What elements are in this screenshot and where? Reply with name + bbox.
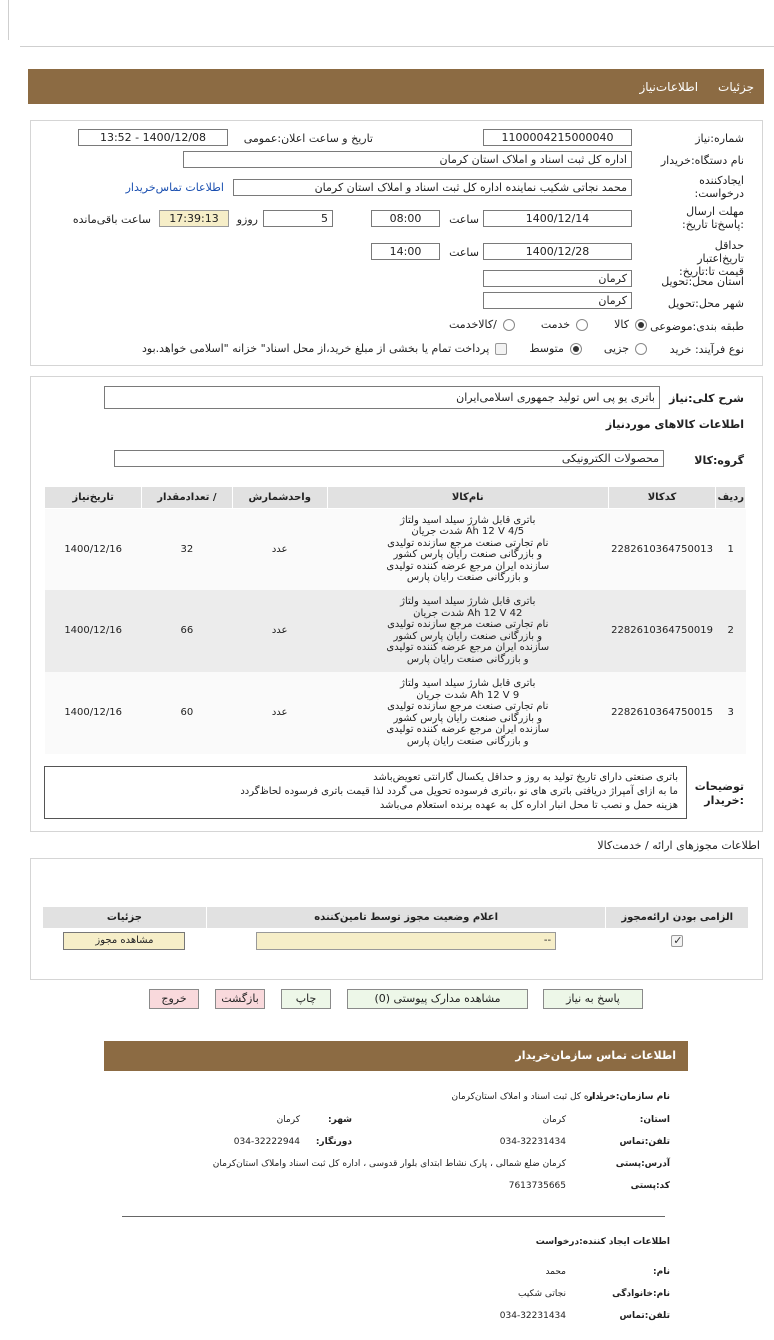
process-small-label: جزیی [603, 342, 629, 355]
creator-label: ایجادکننده درخواست: [694, 174, 744, 200]
desc-line: باتری قابل شارژ سیلد اسید ولتاژ [400, 514, 536, 526]
desc-line: و بازرگانی صنعت رایان پارس کشور [393, 712, 543, 724]
item-unit: عدد [232, 509, 327, 590]
desc-line: و بازرگانی صنعت رایان پارس کشور [393, 630, 543, 642]
buyer-field: اداره کل ثبت اسناد و املاک استان کرمان [183, 151, 632, 168]
buyer-label: نام دستگاه:خریدار [660, 154, 744, 167]
item-description [327, 672, 608, 754]
creator-phone-label: تلفن:تماس [619, 1311, 670, 1321]
row-number: 1 [716, 509, 746, 590]
phone-value: 034-32231434 [499, 1137, 566, 1147]
family-label: نام:خانوادگی [612, 1289, 670, 1299]
category-options [449, 318, 647, 331]
tab-details[interactable]: جزئیات [718, 79, 754, 94]
table-row [45, 509, 746, 590]
permits-table [42, 906, 749, 954]
address-label: آدرس:پستی [615, 1159, 670, 1169]
process-medium-radio[interactable] [570, 343, 582, 355]
col-name: نام‌کالا [327, 487, 608, 509]
name-value: محمد [545, 1267, 566, 1277]
goods-info-title: اطلاعات کالاهای موردنیاز [605, 418, 744, 431]
category-goods-service-label: /کالاخدمت [449, 318, 497, 331]
summary-label: شرح کلی:نیاز [669, 392, 744, 405]
fax-label: دورنگار: [315, 1137, 352, 1147]
notes-line: ما به ازای آمپراژ دریافتی باتری های نو ،باتری فرسوده تحویل می گردد لذا قیمت باتری فرسوده لحاظ‌گردد [240, 786, 678, 797]
reply-date-field: 1400/12/14 [483, 210, 632, 227]
process-options [142, 342, 647, 355]
table-row [45, 590, 746, 672]
buyer-notes-box [44, 766, 687, 819]
province-label: استان محل:تحویل [661, 275, 744, 288]
buyer-notes-label: توضیحات :خریدار [694, 780, 744, 807]
treasury-payment-checkbox[interactable] [495, 343, 507, 355]
item-description [327, 590, 608, 672]
validity-date-field: 1400/12/28 [483, 243, 632, 260]
item-code: 2282610364750019 [608, 590, 716, 672]
buyer-contact-link[interactable]: اطلاعات تماس‌خریدار [125, 181, 224, 194]
item-date: 1400/12/16 [45, 672, 142, 754]
creator-info-title: اطلاعات ایجاد کننده:درخواست [535, 1237, 670, 1247]
process-medium-label: متوسط [529, 342, 564, 355]
contact-title-bar: اطلاعات تماس سازمان‌خریدار [104, 1041, 688, 1071]
item-code: 2282610364750015 [608, 672, 716, 754]
category-goods-service-radio[interactable] [503, 319, 515, 331]
city-info-label: شهر: [328, 1115, 352, 1125]
contact-divider [122, 1216, 665, 1217]
attachments-button[interactable]: مشاهده مدارک پیوستی (0) [347, 989, 528, 1009]
announce-date-field: 1400/12/08 - 13:52 [78, 129, 228, 146]
name-label: نام: [653, 1267, 670, 1277]
creator-field: محمد نجاتی شکیب نماینده اداره کل ثبت اسناد و املاک استان کرمان [233, 179, 632, 196]
validity-time-field: 14:00 [371, 243, 440, 260]
desc-line: باتری قابل شارژ سیلد اسید ولتاژ [400, 678, 536, 689]
fax-value: 034-32222944 [233, 1137, 300, 1147]
row-number: 3 [716, 672, 746, 754]
remaining-timer: 17:39:13 [159, 210, 229, 227]
desc-line: 42 Ah 12 V شدت جریان [413, 607, 523, 619]
header-tabs-bar [28, 69, 764, 104]
city-label: شهر محل:تحویل [667, 297, 744, 310]
need-number-label: شماره:نیاز [695, 132, 744, 145]
item-unit: عدد [232, 590, 327, 672]
validity-label: حداقل تاریخ‌اعتبار قیمت تا:تاریخ: [679, 239, 744, 278]
item-date: 1400/12/16 [45, 509, 142, 590]
item-qty: 66 [142, 590, 232, 672]
col-code: کدکالا [608, 487, 716, 509]
reply-time-field: 08:00 [371, 210, 440, 227]
reply-time-word: ساعت [449, 213, 479, 226]
col-details: جزئیات [43, 907, 207, 929]
reply-button[interactable]: پاسخ به نیاز [543, 989, 643, 1009]
summary-field: باتری یو پی اس تولید جمهوری اسلامی‌ایران [104, 386, 660, 409]
desc-line: و بازرگانی صنعت رایان پارس [406, 572, 529, 584]
goods-table [44, 486, 746, 754]
province-info-label: استان: [639, 1115, 670, 1125]
row-number: 2 [716, 590, 746, 672]
print-button[interactable]: چاپ [281, 989, 331, 1009]
need-number-field: 1100004215000040 [483, 129, 632, 146]
validity-time-word: ساعت [449, 246, 479, 259]
item-date: 1400/12/16 [45, 590, 142, 672]
col-required: الزامی بودن ارائه‌مجوز [606, 907, 749, 929]
category-goods-radio[interactable] [635, 319, 647, 331]
desc-line: سازنده ایران مرجع عرضه کننده تولیدی [386, 642, 550, 653]
category-goods-label: کالا [614, 318, 629, 331]
view-permit-button[interactable]: مشاهده مجوز [63, 932, 185, 950]
days-word: روزو [236, 213, 258, 226]
desc-line: و بازرگانی صنعت رایان پارس کشور [393, 549, 543, 561]
notes-line: هزینه حمل و نصب تا محل انبار اداره کل به عهده برنده استعلام می‌باشد [379, 800, 678, 811]
desc-line: باتری قابل شارژ سیلد اسید ولتاژ [400, 596, 536, 607]
desc-line: سازنده ایران مرجع عرضه کننده تولیدی [386, 724, 550, 735]
province-info-value: کرمان [542, 1115, 566, 1125]
item-code: 2282610364750013 [608, 509, 716, 590]
reply-deadline-label: مهلت ارسال :پاسخ‌تا تاریخ: [682, 205, 744, 231]
family-value: نجاتی شکیب [518, 1289, 566, 1299]
category-service-label: خدمت [540, 318, 571, 331]
postal-value: 7613735665 [508, 1181, 566, 1191]
creator-phone-value: 034-32231434 [499, 1311, 566, 1321]
process-label: نوع فرآیند: خرید [669, 343, 744, 356]
address-value: کرمان ضلع شمالی ، پارک نشاط ابتدای بلوار قدوسی ، اداره کل ثبت اسناد واملاک استان‌کرمان [212, 1159, 566, 1169]
group-label: گروه:کالا [694, 454, 744, 467]
col-row: ردیف [716, 487, 746, 509]
tab-need-info[interactable]: اطلاعات‌نیاز [639, 79, 699, 94]
col-status: اعلام وضعیت مجوز توسط تامین‌کننده [206, 907, 606, 929]
desc-line: سازنده ایران مرجع عرضه کننده تولیدی [386, 560, 550, 572]
exit-button[interactable]: خروج [149, 989, 199, 1009]
col-date: تاریخ‌نیاز [45, 487, 142, 509]
col-unit: واحدشمارش [232, 487, 327, 509]
group-field: محصولات الکترونیکی [114, 450, 664, 467]
desc-line: نام تجارتی صنعت مرجع سازنده تولیدی [387, 537, 549, 549]
desc-line: 4/5 Ah 12 V شدت جریان [411, 526, 525, 538]
notes-line: باتری صنعتی دارای تاریخ تولید به روز و حداقل یکسال گارانتی تعویض‌باشد [373, 772, 678, 783]
back-button[interactable]: بازگشت [215, 989, 265, 1009]
permits-title: اطلاعات مجوزهای ارائه / خدمت‌کالا [597, 839, 760, 852]
city-info-value: کرمان [276, 1115, 300, 1125]
days-field: 5 [263, 210, 333, 227]
treasury-payment-text: پرداخت تمام یا بخشی از مبلغ خرید،از محل اسناد" خزانه "اسلامی خواهد.بود [142, 342, 490, 355]
remaining-word: ساعت باقی‌مانده [72, 213, 151, 226]
item-qty: 60 [142, 672, 232, 754]
item-unit: عدد [232, 672, 327, 754]
phone-label: تلفن:تماس [619, 1137, 670, 1147]
table-row [45, 672, 746, 754]
desc-line: نام تجارتی صنعت مرجع سازنده تولیدی [387, 701, 549, 712]
desc-line: 9 Ah 12 V شدت جریان [416, 689, 520, 701]
desc-line: و بازرگانی صنعت رایان پارس [406, 653, 529, 665]
province-field: کرمان [483, 270, 632, 287]
announce-label: تاریخ و ساعت اعلان:عمومی [243, 132, 373, 145]
city-field: کرمان [483, 292, 632, 309]
postal-label: کد:پستی [630, 1181, 670, 1191]
org-label: نام سازمان:خریدار [586, 1092, 670, 1102]
category-label: طبقه بندی:موضوعی [650, 320, 744, 333]
desc-line: نام تجارتی صنعت مرجع سازنده تولیدی [387, 619, 549, 630]
table-row [43, 929, 749, 954]
item-qty: 32 [142, 509, 232, 590]
org-value: اداره کل ثبت اسناد و املاک استان‌کرمان [451, 1092, 602, 1102]
desc-line: و بازرگانی صنعت رایان پارس [406, 735, 529, 747]
permit-required-checkbox [671, 935, 683, 947]
item-description [327, 509, 608, 590]
category-service-radio[interactable] [576, 319, 588, 331]
process-small-radio[interactable] [635, 343, 647, 355]
col-qty: / تعدادمقدار [142, 487, 232, 509]
permit-status-field: -- [256, 932, 556, 950]
